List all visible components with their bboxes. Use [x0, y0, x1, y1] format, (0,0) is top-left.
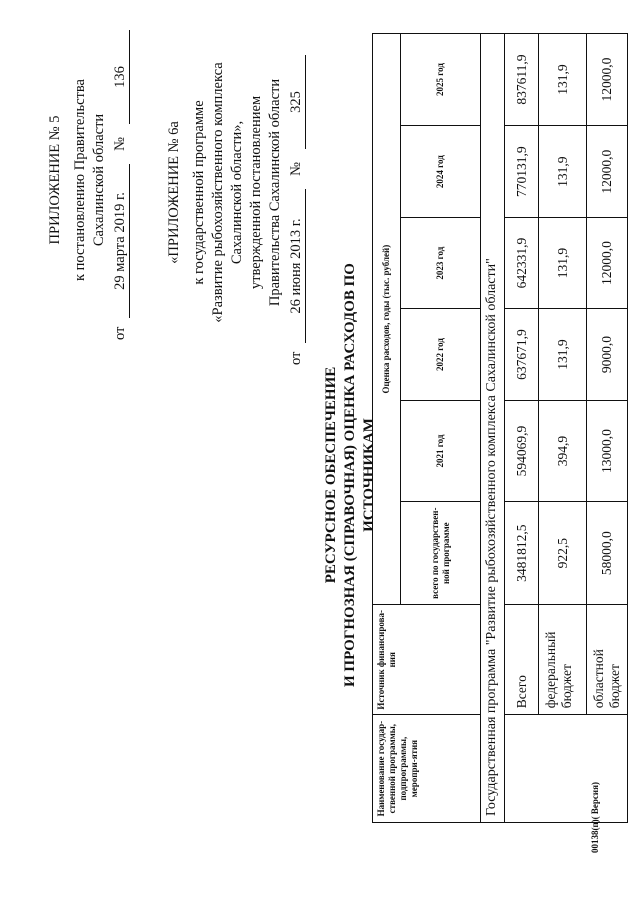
value-cell: 131,9 — [539, 218, 587, 309]
source-cell: областной бюджет — [587, 605, 628, 715]
value-cell: 12000,0 — [587, 126, 628, 218]
appendix-6a-line3: Сахалинской области», — [229, 120, 245, 265]
total-cell: 3481812,5 — [505, 502, 539, 605]
table-row — [539, 34, 587, 823]
appendix-6a-from: от — [288, 351, 304, 365]
expenditure-table — [372, 33, 628, 823]
title-line-2: И ПРОГНОЗНАЯ (СПРАВОЧНАЯ) ОЦЕНКА РАСХОДОВ ПО ИСТОЧНИКАМ — [342, 263, 377, 687]
program-row — [481, 34, 505, 823]
table-row — [505, 34, 539, 823]
appendix-6a-line4: утвержденной постановлением — [248, 95, 264, 290]
header-year-2021: 2021 год — [401, 401, 481, 502]
header-year-2024: 2024 год — [401, 126, 481, 218]
appendix-6a-no: № — [288, 162, 304, 176]
appendix-6a-block — [165, 20, 306, 365]
header-year-2025: 2025 год — [401, 34, 481, 126]
appendix-5-no: № — [112, 137, 128, 151]
value-cell: 13000,0 — [587, 401, 628, 502]
program-title: Государственная программа "Развитие рыбохозяйственного комплекса Сахалинской области" — [481, 34, 505, 823]
appendix-5-number-line — [111, 20, 130, 340]
appendix-6a-number-line — [287, 20, 306, 365]
header-year-2022: 2022 год — [401, 309, 481, 401]
header-estimate: Оценка расходов, годы (тыс. рублей) — [373, 34, 401, 605]
value-cell: 12000,0 — [587, 34, 628, 126]
header-row-1 — [373, 34, 401, 823]
appendix-6a-date: 26 июня 2013 г. — [288, 189, 306, 343]
appendix-5-from: от — [112, 326, 128, 340]
appendix-5-block — [46, 20, 130, 340]
source-cell: федеральный бюджет — [539, 605, 587, 715]
value-cell: 9000,0 — [587, 309, 628, 401]
value-cell: 594069,9 — [505, 401, 539, 502]
source-cell: Всего — [505, 605, 539, 715]
value-cell: 770131,9 — [505, 126, 539, 218]
value-cell: 637671,9 — [505, 309, 539, 401]
header-total: всего по государствен-ной программе — [401, 502, 481, 605]
appendix-6a-number: 325 — [288, 55, 306, 149]
value-cell: 642331,9 — [505, 218, 539, 309]
value-cell: 12000,0 — [587, 218, 628, 309]
document-title — [322, 205, 379, 745]
appendix-6a-line5: Правительства Сахалинской области — [267, 78, 283, 307]
value-cell: 131,9 — [539, 126, 587, 218]
title-line-1: РЕСУРСНОЕ ОБЕСПЕЧЕНИЕ — [323, 366, 339, 584]
appendix-6a-title: «ПРИЛОЖЕНИЕ № 6а — [166, 121, 182, 264]
total-cell: 58000,0 — [587, 502, 628, 605]
appendix-5-number: 136 — [112, 30, 130, 124]
appendix-5-line1: к постановлению Правительства — [72, 79, 88, 281]
value-cell: 837611,9 — [505, 34, 539, 126]
table-row — [587, 34, 628, 823]
total-cell: 922,5 — [539, 502, 587, 605]
value-cell: 131,9 — [539, 34, 587, 126]
header-source: Источник финансирова-ния — [373, 605, 481, 715]
footer-version: 00138(п)( Версия) — [590, 782, 600, 853]
value-cell: 131,9 — [539, 309, 587, 401]
header-name: Наименование государ-ственной программы, подпрограммы, меропри-ятия — [373, 715, 481, 823]
appendix-6a-line1: к государственной программе — [191, 100, 207, 285]
name-cell-empty — [505, 715, 628, 823]
appendix-5-date: 29 марта 2019 г. — [112, 164, 130, 318]
appendix-6a-line2: «Развитие рыбохозяйственного комплекса — [210, 62, 226, 323]
header-year-2023: 2023 год — [401, 218, 481, 309]
appendix-5-title: ПРИЛОЖЕНИЕ № 5 — [47, 115, 63, 245]
value-cell: 394,9 — [539, 401, 587, 502]
appendix-5-line2: Сахалинской области — [91, 113, 107, 247]
